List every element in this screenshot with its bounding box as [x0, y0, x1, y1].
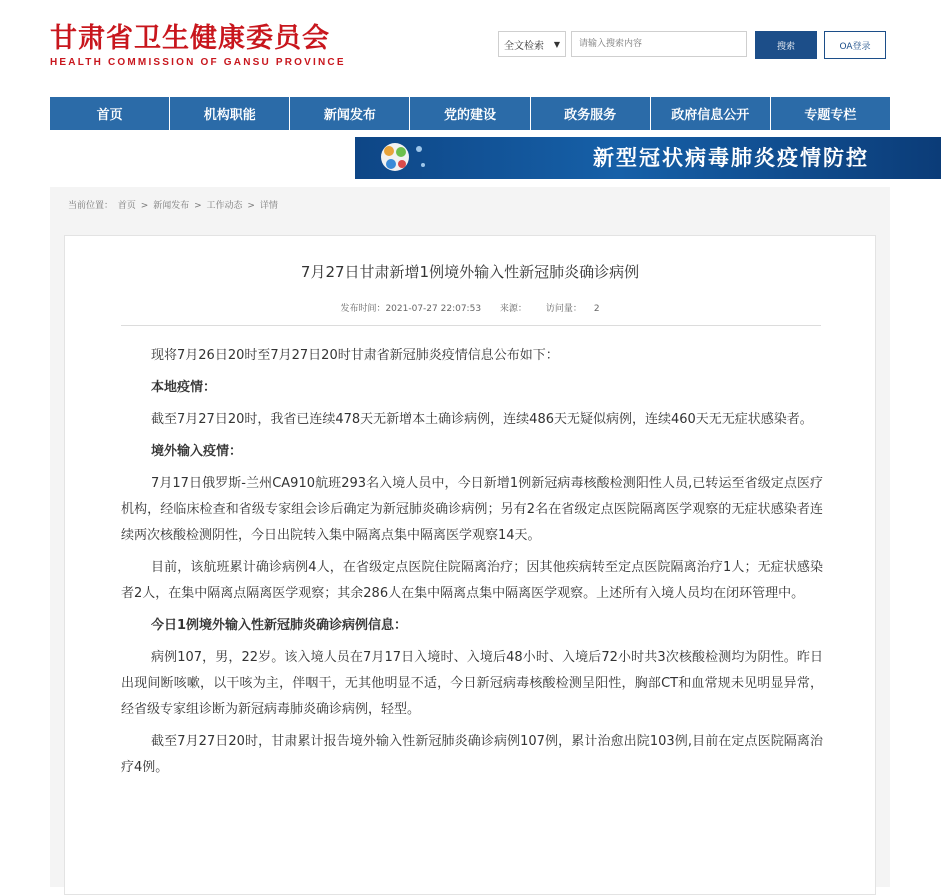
epidemic-banner[interactable] [355, 137, 941, 179]
nav-item-interaction[interactable]: 互动交流 [78, 138, 127, 152]
search-scope-select[interactable] [498, 31, 566, 57]
search-button[interactable]: 搜索 [755, 31, 817, 59]
nav-item-disclosure[interactable]: 政府信息公开 [651, 97, 771, 130]
views-label: 访问量： [545, 304, 582, 314]
breadcrumb-current: 详情 [259, 201, 278, 211]
article-title: 7月27日甘肃新增1例境外输入性新冠肺炎确诊病例 [300, 263, 640, 281]
nav-item-party[interactable]: 党的建设 [410, 97, 530, 130]
search-input[interactable] [571, 31, 747, 57]
search-bar [498, 31, 747, 57]
breadcrumb-separator: > [194, 201, 202, 211]
breadcrumb-home[interactable]: 首页 [117, 201, 136, 211]
article-paragraph: 现将7月26日20时至7月27日20时甘肃省新冠肺炎疫情信息公布如下： [151, 348, 559, 363]
article-subheading: 本地疫情： [151, 380, 217, 395]
article-paragraph: 截至7月27日20时，甘肃累计报告境外输入性新冠肺炎确诊病例107例，累计治愈出院103例,目前在定点医院隔离治疗4例。 [121, 734, 823, 775]
view-count [546, 304, 600, 314]
article-paragraph: 截至7月27日20时，我省已连续478天无新增本土确诊病例，连续486天无疑似病例，连续460天无无症状感染者。 [151, 412, 813, 427]
source-label: 来源： [499, 304, 527, 314]
breadcrumb-news[interactable]: 新闻发布 [153, 201, 190, 211]
nav-item-news[interactable]: 新闻发布 [290, 97, 410, 130]
breadcrumb-label: 当前位置： [68, 201, 114, 211]
virus-icon [365, 137, 445, 179]
article-body [121, 343, 823, 787]
nav-item-organization[interactable]: 机构职能 [170, 97, 290, 130]
breadcrumb [68, 198, 280, 211]
chevron-down-icon: ▼ [553, 39, 560, 49]
breadcrumb-separator: > [140, 201, 149, 211]
nav-item-home[interactable]: 首页 [50, 97, 170, 130]
oa-login-button[interactable]: OA登录 [824, 31, 886, 59]
content-panel [50, 187, 890, 887]
banner-title: 新型冠状病毒肺炎疫情防控 [593, 146, 869, 170]
article-meta [65, 301, 875, 314]
article-subheading: 今日1例境外输入性新冠肺炎确诊病例信息： [151, 618, 408, 633]
nav-item-topics[interactable]: 专题专栏 [804, 108, 857, 123]
article-card [64, 235, 876, 895]
views-value: 2 [593, 304, 600, 314]
article-paragraph: 病例107，男，22岁。该入境人员在7月17日入境时、入境后48小时、入境后72小时共3次核酸检测均为阴性。昨日出现间断咳嗽，以干咳为主，伴咽干，无其他明显不适，今日新冠病毒核酸检测呈阳性，胸部CT和血常规未见明显异常，经省级专家组诊断为新冠病毒肺炎确诊病例，轻型。 [121, 650, 823, 717]
article-paragraph: 目前，该航班累计确诊病例4人，在省级定点医院住院隔离治疗；因其他疾病转至定点医院隔离治疗1人；无症状感染者2人，在集中隔离点隔离医学观察；其余286人在集中隔离点集中隔离医学观察。上述所有入境人员均在闭环管理中。 [121, 560, 823, 601]
breadcrumb-separator: > [247, 201, 255, 211]
main-nav [50, 97, 890, 130]
publish-label: 发布时间： [340, 304, 386, 314]
logo-chinese-name: 甘肃省卫生健康委员会 [50, 23, 330, 54]
publish-value: 2021-07-27 22:07:53 [385, 304, 482, 314]
article-paragraph: 7月17日俄罗斯-兰州CA910航班293名入境人员中，今日新增1例新冠病毒核酸检测阳性人员,已转运至省级定点医疗机构，经临床检查和省级专家组会诊后确定为新冠肺炎确诊病例；另有2名在省级定点医院隔离医学观察的无症状感染者连续两次核酸检测阴性，今日出院转入集中隔离点集中隔离医学观察14天。 [121, 476, 823, 543]
nav-item-services[interactable]: 政务服务 [531, 97, 651, 130]
publish-time [340, 304, 481, 314]
article-subheading: 境外输入疫情： [151, 444, 243, 459]
search-scope-value: 全文检索 [504, 40, 544, 52]
logo-english-name: HEALTH COMMISSION OF GANSU PROVINCE [50, 57, 346, 68]
breadcrumb-work-updates[interactable]: 工作动态 [206, 201, 243, 211]
source [500, 304, 527, 314]
site-logo[interactable] [50, 22, 346, 68]
title-divider [121, 325, 821, 326]
